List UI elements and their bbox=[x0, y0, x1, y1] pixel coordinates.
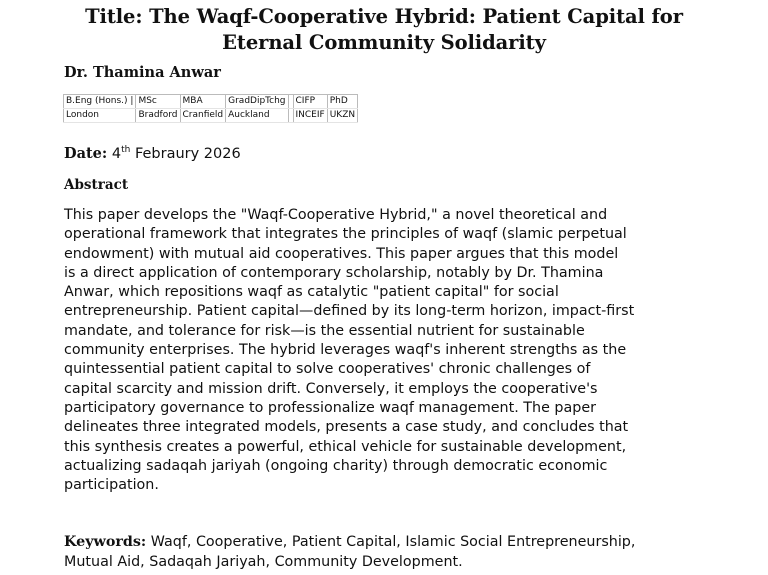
keywords bbox=[64, 532, 714, 572]
institutions-row bbox=[64, 109, 358, 123]
institution-cell: Cranfield bbox=[180, 109, 226, 123]
abstract-line: endowment) with mutual aid cooperatives. This paper argues that this model bbox=[64, 245, 619, 262]
date-day: 4 bbox=[111, 146, 122, 162]
degree-cell: MSc bbox=[136, 95, 180, 109]
date-label: Date: bbox=[64, 145, 108, 162]
abstract-line: entrepreneurship. Patient capital—defined by its long-term horizon, impact-first bbox=[64, 303, 635, 320]
institution-cell: London bbox=[64, 109, 136, 123]
keywords-line-1 bbox=[64, 532, 714, 552]
paper-title-line-1: Title: The Waqf-Cooperative Hybrid: Patient Capital for bbox=[85, 5, 683, 28]
abstract-line: Anwar, which repositions waqf as catalytic "patient capital" for social bbox=[64, 284, 559, 301]
degree-cell: CIFP bbox=[293, 95, 327, 109]
author-name: Dr. Thamina Anwar bbox=[64, 64, 221, 81]
abstract-line: is a direct application of contemporary scholarship, notably by Dr. Thamina bbox=[64, 264, 604, 281]
degrees-row bbox=[64, 95, 358, 109]
institution-cell: Auckland bbox=[226, 109, 288, 123]
abstract-line: quintessential patient capital to solve cooperatives' chronic challenges of bbox=[64, 361, 591, 378]
institution-cell: Bradford bbox=[136, 109, 180, 123]
paper-title-line-2: Eternal Community Solidarity bbox=[222, 31, 546, 54]
publication-date bbox=[64, 145, 241, 162]
degree-cell: GradDipTchg bbox=[226, 95, 288, 109]
paper-title bbox=[20, 4, 748, 56]
degree-cell: B.Eng (Hons.) | bbox=[64, 95, 136, 109]
abstract-body bbox=[64, 206, 704, 495]
abstract-line: this synthesis creates a powerful, ethical vehicle for sustainable development, bbox=[64, 438, 627, 455]
abstract-line: delineates three integrated models, presents a case study, and concludes that bbox=[64, 419, 629, 436]
institution-cell: INCEIF bbox=[293, 109, 327, 123]
date-month-year: Febraury 2026 bbox=[134, 146, 241, 162]
abstract-line: operational framework that integrates the principles of waqf (slamic perpetual bbox=[64, 226, 627, 243]
degree-cell: MBA bbox=[180, 95, 226, 109]
abstract-line: community enterprises. The hybrid leverages waqf's inherent strengths as the bbox=[64, 342, 627, 359]
keywords-text-2: Mutual Aid, Sadaqah Jariyah, Community Development. bbox=[64, 554, 463, 570]
abstract-line: actualizing sadaqah jariyah (ongoing charity) through democratic economic bbox=[64, 457, 608, 474]
degree-cell: PhD bbox=[327, 95, 357, 109]
abstract-line: capital scarcity and mission drift. Conversely, it employs the cooperative's bbox=[64, 380, 598, 397]
degrees-table bbox=[63, 94, 358, 123]
institution-cell: UKZN bbox=[327, 109, 357, 123]
abstract-line: participation. bbox=[64, 477, 159, 494]
keywords-text-1: Waqf, Cooperative, Patient Capital, Islamic Social Entrepreneurship, bbox=[146, 534, 636, 550]
abstract-line: This paper develops the "Waqf-Cooperative Hybrid," a novel theoretical and bbox=[64, 207, 608, 223]
abstract-heading: Abstract bbox=[64, 177, 129, 193]
keywords-label: Keywords: bbox=[64, 534, 147, 550]
date-day-suffix: th bbox=[121, 145, 131, 156]
abstract-line: participatory governance to professionalize waqf management. The paper bbox=[64, 399, 597, 416]
abstract-line: mandate, and tolerance for risk—is the essential nutrient for sustainable bbox=[64, 322, 585, 339]
